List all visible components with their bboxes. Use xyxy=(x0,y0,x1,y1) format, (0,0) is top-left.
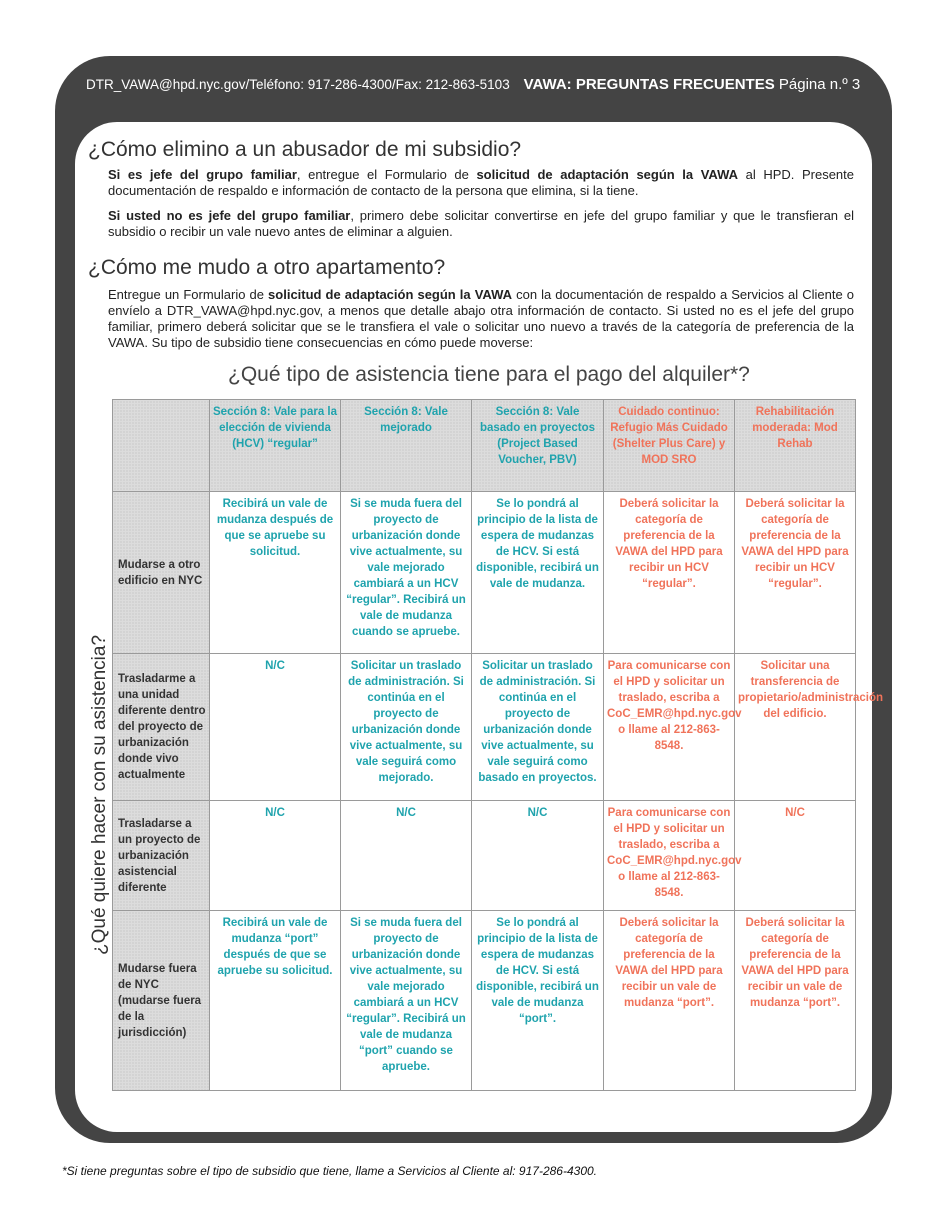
table-cell: Deberá solicitar la categoría de preferencia de la VAWA del HPD para recibir un HCV “regular”. xyxy=(735,492,856,654)
assistance-table xyxy=(112,399,884,1091)
s1p1-text-b: al HPD. Presente documentación de respaldo e información de contacto de la persona que elimina, si la tiene. xyxy=(108,167,854,198)
col-header-pbv: Sección 8: Vale basado en proyectos (Project Based Voucher, PBV) xyxy=(472,400,604,492)
row-header-different-project: Trasladarse a un proyecto de urbanización asistencial diferente xyxy=(113,801,210,911)
header-page-number: Página n.º 3 xyxy=(778,76,861,93)
header-title: VAWA: PREGUNTAS FRECUENTES xyxy=(523,76,775,93)
side-label-text: ¿Qué quiere hacer con su asistencia? xyxy=(89,634,110,956)
table-cell: Solicitar un traslado de administración. Si continúa en el proyecto de urbanización donde vive actualmente, su vale seguirá como mejorado. xyxy=(341,654,472,801)
s1p1-bold: Si es jefe del grupo familiar xyxy=(108,167,297,182)
table-row xyxy=(113,492,856,654)
footnote: *Si tiene preguntas sobre el tipo de subsidio que tiene, llame a Servicios al Cliente al: 917-286-4300. xyxy=(62,1164,597,1178)
table-cell: Solicitar un traslado de administración. Si continúa en el proyecto de urbanización donde vive actualmente, su vale seguirá como basado en proyectos. xyxy=(472,654,604,801)
table-cell: N/C xyxy=(472,801,604,911)
section1-paragraph2 xyxy=(108,208,854,240)
section1-paragraph1 xyxy=(108,167,854,199)
s1p2-bold: Si usted no es jefe del grupo familiar xyxy=(108,208,351,223)
table-cell: Deberá solicitar la categoría de preferencia de la VAWA del HPD para recibir un vale de mudanza “port”. xyxy=(735,911,856,1091)
header-contact: DTR_VAWA@hpd.nyc.gov/Teléfono: 917-286-4300/Fax: 212-863-5103 xyxy=(86,77,510,92)
table-cell: Si se muda fuera del proyecto de urbanización donde vive actualmente, su vale mejorado cambiará a un HCV “regular”. Recibirá un vale de mudanza “port” cuando se apruebe. xyxy=(341,911,472,1091)
table-cell: N/C xyxy=(210,801,341,911)
table-cell: N/C xyxy=(341,801,472,911)
s1p2-text: , primero debe solicitar convertirse en jefe del grupo familiar y que le transfieran el subsidio o recibir un vale nuevo antes de eliminar a alguien. xyxy=(108,208,854,239)
table-cell: Se lo pondrá al principio de la lista de espera de mudanzas de HCV. Si está disponible, recibirá un vale de mudanza “port”. xyxy=(472,911,604,1091)
s2-bold: solicitud de adaptación según la VAWA xyxy=(268,287,513,302)
table-header-row xyxy=(113,400,856,492)
table-cell: Se lo pondrá al principio de la lista de espera de mudanzas de HCV. Si está disponible, recibirá un vale de mudanza. xyxy=(472,492,604,654)
table-cell: Para comunicarse con el HPD y solicitar un traslado, escriba a CoC_EMR@hpd.nyc.gov o llame al 212-863-8548. xyxy=(604,654,735,801)
table-side-label xyxy=(90,605,110,985)
table-cell: N/C xyxy=(210,654,341,801)
table-cell: N/C xyxy=(735,801,856,911)
s2-text-b: con la documentación de respaldo a Servicios al Cliente o envíelo a DTR_VAWA@hpd.nyc.gov, a menos que detalle abajo otra información de contacto. Si usted no es el jefe del grupo familiar, primero deberá solicitar que se le transfiera el vale o solicitar uno nuevo a través de la categoría de preferencia de la VAWA. Su tipo de subsidio tiene consecuencias en cómo puede moverse: xyxy=(108,287,854,350)
table-cell: Solicitar una transferencia de propietario/administración del edificio. xyxy=(735,654,856,801)
row-header-move-nyc: Mudarse a otro edificio en NYC xyxy=(113,492,210,654)
table-cell: Deberá solicitar la categoría de preferencia de la VAWA del HPD para recibir un HCV “regular”. xyxy=(604,492,735,654)
col-header-hcv: Sección 8: Vale para la elección de vivienda (HCV) “regular” xyxy=(210,400,341,492)
col-header-mod-rehab: Rehabilitación moderada: Mod Rehab xyxy=(735,400,856,492)
section2-heading: ¿Cómo me mudo a otro apartamento? xyxy=(88,256,446,279)
section1-heading: ¿Cómo elimino a un abusador de mi subsidio? xyxy=(88,138,522,161)
table-cell: Para comunicarse con el HPD y solicitar un traslado, escriba a CoC_EMR@hpd.nyc.gov o llame al 212-863-8548. xyxy=(604,801,735,911)
section2-paragraph xyxy=(108,287,854,351)
table-cell: Si se muda fuera del proyecto de urbanización donde vive actualmente, su vale mejorado cambiará a un HCV “regular”. Recibirá un vale de mudanza cuando se apruebe. xyxy=(341,492,472,654)
table-title: ¿Qué tipo de asistencia tiene para el pago del alquiler*? xyxy=(228,363,750,386)
row-header-move-outside-nyc: Mudarse fuera de NYC (mudarse fuera de la jurisdicción) xyxy=(113,911,210,1091)
col-header-enhanced: Sección 8: Vale mejorado xyxy=(341,400,472,492)
s2-text-a: Entregue un Formulario de xyxy=(108,287,269,302)
table-row xyxy=(113,801,856,911)
table-cell: Recibirá un vale de mudanza “port” después de que se apruebe su solicitud. xyxy=(210,911,341,1091)
header-title-group xyxy=(524,76,861,93)
table-cell: Recibirá un vale de mudanza después de que se apruebe su solicitud. xyxy=(210,492,341,654)
table-row xyxy=(113,654,856,801)
page-header xyxy=(86,76,861,100)
col-header-continuum-care: Cuidado continuo: Refugio Más Cuidado (Shelter Plus Care) y MOD SRO xyxy=(604,400,735,492)
table-corner-cell xyxy=(113,400,210,492)
table-row xyxy=(113,911,856,1091)
table-cell: Deberá solicitar la categoría de preferencia de la VAWA del HPD para recibir un vale de mudanza “port”. xyxy=(604,911,735,1091)
s1p1-text-a: , entregue el Formulario de xyxy=(296,167,477,182)
s1p1-bold2: solicitud de adaptación según la VAWA xyxy=(476,167,739,182)
row-header-transfer-unit: Trasladarme a una unidad diferente dentro del proyecto de urbanización donde vivo actualmente xyxy=(113,654,210,801)
